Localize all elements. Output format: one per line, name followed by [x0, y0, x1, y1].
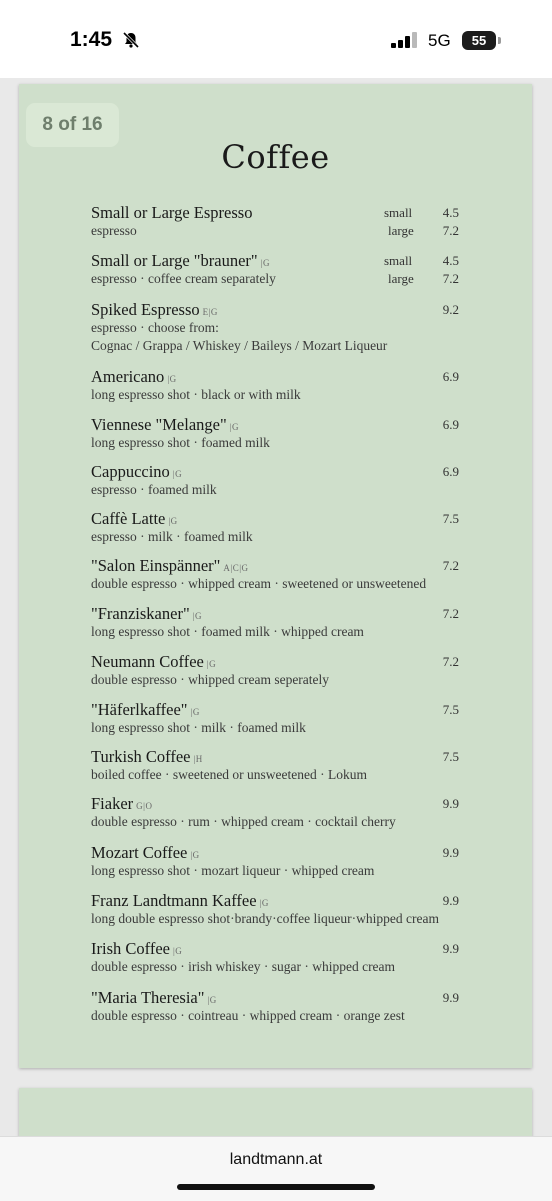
menu-item-name: Americano	[91, 367, 165, 386]
menu-item-name: Viennese "Melange"	[91, 415, 227, 434]
menu-item-price: 6.9	[442, 369, 459, 384]
menu-item-allergens: |G	[206, 659, 217, 669]
menu-item	[91, 939, 471, 976]
menu-item-description-text: long espresso shot · milk · foamed milk	[91, 720, 306, 735]
menu-item-allergens: |G	[168, 516, 178, 526]
menu-item-header	[91, 843, 471, 862]
menu-item-description	[91, 813, 471, 831]
menu-item-allergens: E|G	[202, 307, 218, 317]
menu-item-description-text: double espresso · rum · whipped cream · cocktail cherry	[91, 814, 396, 829]
menu-item	[91, 251, 471, 288]
menu-item	[91, 415, 471, 452]
menu-item-description	[91, 270, 471, 288]
menu-item-description-text: Cognac / Grappa / Whiskey / Baileys / Mozart Liqueur	[91, 338, 388, 353]
menu-item-description	[91, 386, 471, 404]
menu-item	[91, 747, 471, 784]
menu-item-name: Neumann Coffee	[91, 652, 204, 671]
menu-item-size: small	[384, 253, 413, 268]
menu-item-price: 9.9	[442, 893, 459, 908]
menu-item-description-text: double espresso · cointreau · whipped cream · orange zest	[91, 1008, 405, 1023]
menu-item-header	[91, 747, 471, 766]
menu-item-header	[91, 462, 471, 481]
menu-item	[91, 604, 471, 641]
menu-item-price: 9.9	[442, 796, 459, 811]
menu-item-description	[91, 222, 471, 240]
home-indicator[interactable]	[177, 1184, 375, 1190]
menu-item-price: 7.2	[442, 271, 459, 286]
menu-item-price: 6.9	[442, 464, 459, 479]
menu-item-description-text: double espresso · whipped cream seperately	[91, 672, 330, 687]
menu-item-price: 7.2	[442, 223, 459, 238]
menu-item	[91, 367, 471, 404]
menu-item-size: small	[384, 205, 413, 220]
menu-item-description	[91, 719, 471, 737]
menu-item-description	[91, 337, 471, 355]
menu-item-name: "Maria Theresia"	[91, 988, 205, 1007]
menu-item-header	[91, 700, 471, 719]
menu-item-price: 9.9	[442, 941, 459, 956]
menu-item-description	[91, 528, 471, 546]
menu-section-title: Coffee	[221, 138, 330, 176]
menu-item-name: Caffè Latte	[91, 509, 166, 528]
menu-item-description	[91, 434, 471, 452]
menu-item-name: Franz Landtmann Kaffee	[91, 891, 257, 910]
menu-item-allergens: |G	[207, 995, 217, 1005]
menu-item-name: Fiaker	[91, 794, 134, 813]
menu-item-allergens: |G	[260, 258, 270, 268]
menu-item-header	[91, 794, 471, 813]
menu-item-size: large	[388, 223, 414, 238]
menu-item-allergens: |G	[192, 611, 202, 621]
menu-item-name: Mozart Coffee	[91, 843, 188, 862]
menu-item-description-text: espresso · choose from:	[91, 320, 219, 335]
menu-item-description-text: espresso	[91, 223, 137, 238]
menu-item-header	[91, 367, 471, 386]
cellular-signal-icon	[391, 32, 419, 48]
menu-item-name: "Häferlkaffee"	[91, 700, 188, 719]
menu-item-description	[91, 766, 471, 784]
menu-item-description	[91, 1007, 471, 1025]
menu-item-allergens: G|O	[136, 801, 153, 811]
menu-item-description-text: long espresso shot · black or with milk	[91, 387, 301, 402]
menu-item-allergens: |G	[167, 374, 177, 384]
menu-item-header	[91, 939, 471, 958]
menu-item-price: 6.9	[442, 417, 459, 432]
menu-item-name: Spiked Espresso	[91, 300, 200, 319]
menu-item	[91, 509, 471, 546]
menu-item-size: large	[388, 271, 414, 286]
menu-item-description	[91, 671, 471, 689]
menu-item-price: 7.5	[442, 511, 459, 526]
menu-item-price: 7.5	[442, 702, 459, 717]
menu-item-price: 7.2	[442, 654, 459, 669]
menu-item-header	[91, 203, 471, 222]
status-time: 1:45	[70, 28, 113, 51]
menu-item-name: "Salon Einspänner"	[91, 556, 221, 575]
browser-url-bar[interactable]	[0, 1136, 552, 1201]
menu-item	[91, 988, 471, 1025]
menu-item-price: 9.2	[442, 302, 459, 317]
bell-off-icon	[122, 31, 140, 49]
menu-item-description	[91, 319, 471, 337]
menu-item-description-text: espresso · milk · foamed milk	[91, 529, 253, 544]
menu-item	[91, 462, 471, 499]
menu-item	[91, 700, 471, 737]
menu-item-price: 4.5	[442, 253, 459, 268]
menu-item-description	[91, 910, 471, 928]
menu-item	[91, 891, 471, 928]
menu-item-allergens: |G	[190, 850, 200, 860]
menu-item-header	[91, 652, 471, 671]
menu-item-header	[91, 604, 471, 623]
menu-item-description	[91, 575, 471, 593]
menu-item-price: 7.2	[442, 606, 459, 621]
menu-item-header	[91, 300, 471, 319]
menu-item-price: 9.9	[442, 845, 459, 860]
url-text[interactable]: landtmann.at	[229, 1151, 323, 1168]
menu-item-description-text: long espresso shot · foamed milk · whipped cream	[91, 624, 364, 639]
menu-item-name: Irish Coffee	[91, 939, 170, 958]
menu-item-price: 7.5	[442, 749, 459, 764]
menu-item	[91, 556, 471, 593]
menu-item-description-text: long espresso shot · mozart liqueur · whipped cream	[91, 863, 375, 878]
menu-item	[91, 843, 471, 880]
menu-item-price: 4.5	[442, 205, 459, 220]
menu-item-description	[91, 958, 471, 976]
menu-item-name: Turkish Coffee	[91, 747, 191, 766]
menu-item	[91, 300, 471, 355]
menu-item-description-text: boiled coffee · sweetened or unsweetened · Lokum	[91, 767, 368, 782]
menu-item-name: Cappuccino	[91, 462, 170, 481]
menu-item-allergens: |G	[172, 946, 183, 956]
menu-item-description	[91, 623, 471, 641]
battery-icon: 55	[462, 31, 496, 50]
menu-item	[91, 203, 471, 240]
menu-item-description-text: double espresso · whipped cream · sweetened or unsweetened	[91, 576, 427, 591]
menu-item-description-text: espresso · foamed milk	[91, 482, 217, 497]
menu-item-allergens: A|C|G	[223, 563, 249, 573]
network-type: 5G	[428, 31, 451, 50]
menu-item-header	[91, 509, 471, 528]
menu-item	[91, 652, 471, 689]
menu-item-price: 9.9	[442, 990, 459, 1005]
menu-item-description-text: long espresso shot · foamed milk	[91, 435, 270, 450]
menu-item-description	[91, 481, 471, 499]
menu-item-header	[91, 891, 471, 910]
menu-item-allergens: |H	[193, 754, 203, 764]
menu-item-header	[91, 556, 471, 575]
menu-item-name: Small or Large Espresso	[91, 203, 253, 222]
menu-item-allergens: |G	[229, 422, 240, 432]
menu-item-price: 7.2	[442, 558, 459, 573]
menu-item-header	[91, 251, 471, 270]
menu-item-description-text: espresso · coffee cream separately	[91, 271, 276, 286]
menu-item-description-text: double espresso · irish whiskey · sugar · whipped cream	[91, 959, 396, 974]
menu-item-allergens: |G	[172, 469, 183, 479]
page-counter: 8 of 16	[26, 103, 119, 147]
menu-item-description-text: long double espresso shot·brandy·coffee liqueur·whipped cream	[91, 911, 440, 926]
menu-item-description	[91, 862, 471, 880]
menu-item-allergens: |G	[259, 898, 269, 908]
status-bar	[0, 0, 552, 78]
menu-item	[91, 794, 471, 831]
menu-item-header	[91, 988, 471, 1007]
menu-item-name: Small or Large "brauner"	[91, 251, 258, 270]
menu-item-name: "Franziskaner"	[91, 604, 190, 623]
menu-item-allergens: |G	[190, 707, 200, 717]
menu-item-header	[91, 415, 471, 434]
battery-tip	[498, 37, 501, 44]
